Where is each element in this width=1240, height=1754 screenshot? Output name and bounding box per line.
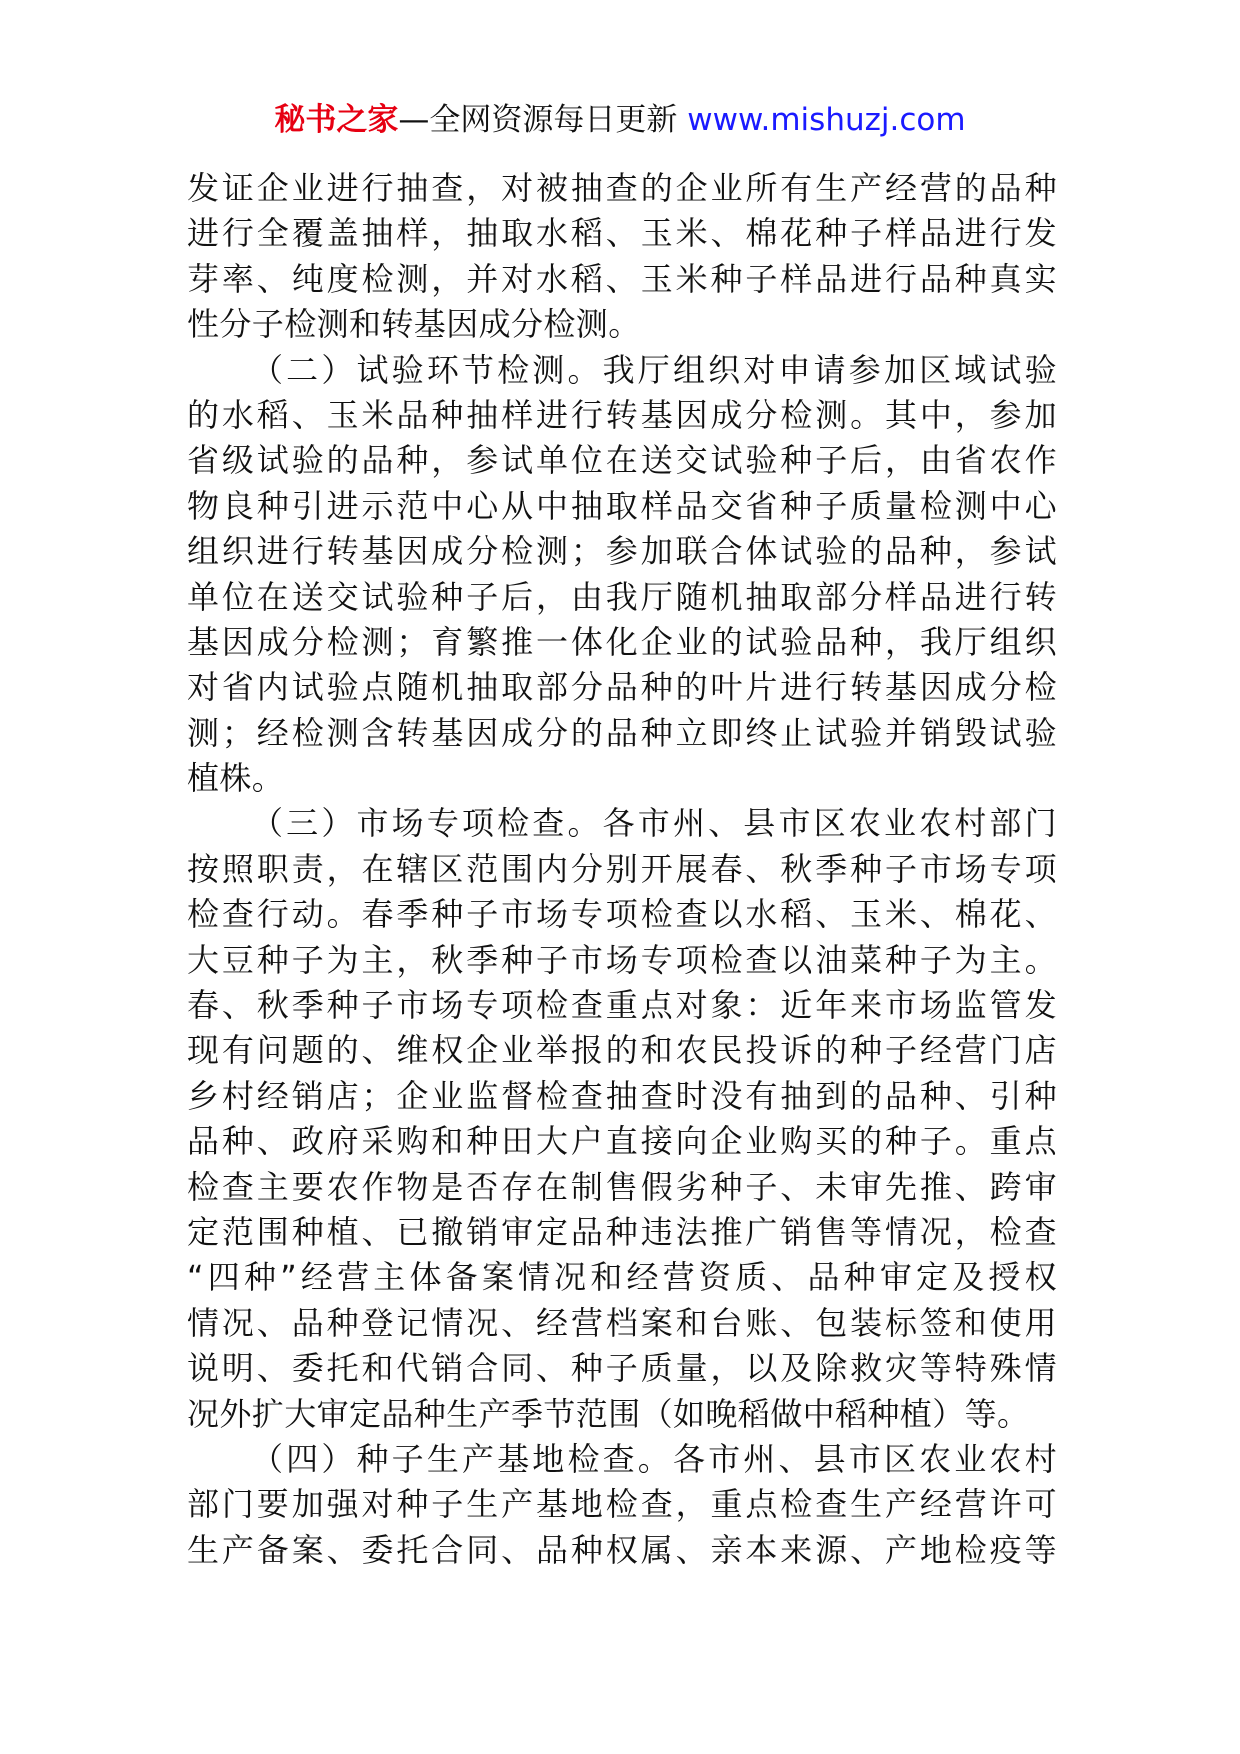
text-line: 检查主要农作物是否存在制售假劣种子、未审先推、跨审 bbox=[187, 1167, 1057, 1206]
text-line: “四种”经营主体备案情况和经营资质、品种审定及授权 bbox=[187, 1258, 1057, 1297]
text-line: 的水稻、玉米品种抽样进行转基因成分检测。其中，参加 bbox=[187, 395, 1057, 434]
document-body bbox=[187, 166, 1057, 1573]
header-tagline: —全网资源每日更新 bbox=[398, 102, 688, 138]
site-header bbox=[0, 98, 1240, 142]
text-line: 部门要加强对种子生产基地检查，重点检查生产经营许可 bbox=[187, 1485, 1057, 1524]
section-three-heading-line: （三）市场专项检查。各市州、县市区农业农村部门 bbox=[251, 804, 1057, 843]
text-line: 组织进行转基因成分检测；参加联合体试验的品种，参试 bbox=[187, 532, 1057, 571]
text-line: 植株。 bbox=[187, 759, 285, 798]
text-line: 品种、政府采购和种田大户直接向企业购买的种子。重点 bbox=[187, 1122, 1057, 1161]
text-line: 春、秋季种子市场专项检查重点对象：近年来市场监管发 bbox=[187, 986, 1057, 1025]
text-line: 发证企业进行抽查，对被抽查的企业所有生产经营的品种 bbox=[187, 169, 1057, 207]
text-line: 乡村经销店；企业监督检查抽查时没有抽到的品种、引种 bbox=[187, 1076, 1057, 1115]
section-two-heading-line: （二）试验环节检测。我厅组织对申请参加区域试验 bbox=[251, 350, 1057, 389]
text-line: 进行全覆盖抽样，抽取水稻、玉米、棉花种子样品进行发 bbox=[187, 214, 1057, 253]
text-line: 性分子检测和转基因成分检测。 bbox=[187, 305, 641, 344]
text-line: 生产备案、委托合同、品种权属、亲本来源、产地检疫等 bbox=[187, 1530, 1057, 1569]
text-line: 大豆种子为主，秋季种子市场专项检查以油菜种子为主。 bbox=[187, 940, 1057, 979]
text-line: 物良种引进示范中心从中抽取样品交省种子质量检测中心 bbox=[187, 486, 1057, 525]
text-line: 测；经检测含转基因成分的品种立即终止试验并销毁试验 bbox=[187, 713, 1057, 752]
text-line: 定范围种植、已撤销审定品种违法推广销售等情况，检查 bbox=[187, 1212, 1057, 1251]
text-line: 按照职责，在辖区范围内分别开展春、秋季种子市场专项 bbox=[187, 849, 1057, 888]
text-line: 情况、品种登记情况、经营档案和台账、包装标签和使用 bbox=[187, 1303, 1057, 1342]
text-line: 芽率、纯度检测，并对水稻、玉米种子样品进行品种真实 bbox=[187, 259, 1057, 298]
text-line: 对省内试验点随机抽取部分品种的叶片进行转基因成分检 bbox=[187, 668, 1057, 707]
text-line: 说明、委托和代销合同、种子质量，以及除救灾等特殊情 bbox=[187, 1349, 1057, 1388]
text-line: 单位在送交试验种子后，由我厅随机抽取部分样品进行转 bbox=[187, 577, 1057, 616]
section-four-heading-line: （四）种子生产基地检查。各市州、县市区农业农村 bbox=[251, 1439, 1057, 1478]
text-line: 现有问题的、维权企业举报的和农民投诉的种子经营门店 bbox=[187, 1031, 1057, 1070]
text-line: 省级试验的品种，参试单位在送交试验种子后，由省农作 bbox=[187, 441, 1057, 480]
text-line: 况外扩大审定品种生产季节范围（如晚稻做中稻种植）等。 bbox=[187, 1394, 1030, 1433]
text-line: 基因成分检测；育繁推一体化企业的试验品种，我厅组织 bbox=[187, 622, 1057, 661]
site-url[interactable]: www.mishuzj.com bbox=[687, 102, 966, 138]
brand-name: 秘书之家 bbox=[274, 102, 399, 138]
text-line: 检查行动。春季种子市场专项检查以水稻、玉米、棉花、 bbox=[187, 895, 1057, 934]
